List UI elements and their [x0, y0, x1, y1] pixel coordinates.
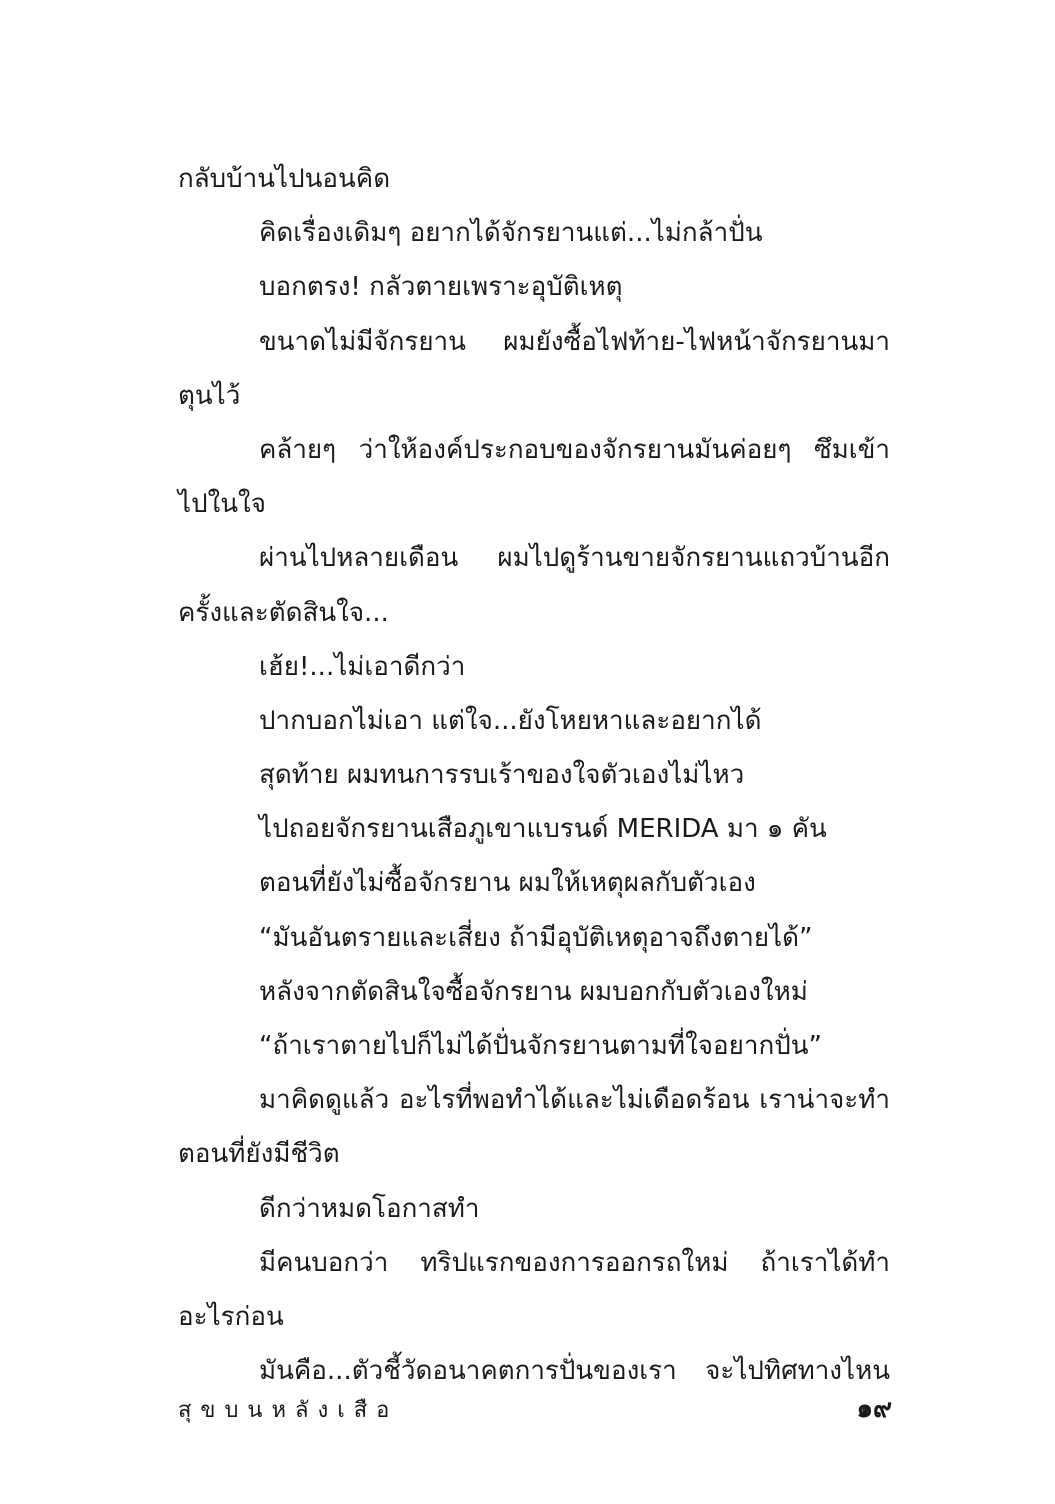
text-line: “มันอันตรายและเสี่ยง ถ้ามีอุบัติเหตุอาจถึงตายได้”: [259, 922, 813, 953]
text-line: ผ่านไปหลายเดือน ผมไปดูร้านขายจักรยานแถวบ้านอีก: [259, 543, 890, 574]
text-line: ตอนที่ยังไม่ซื้อจักรยาน ผมให้เหตุผลกับตัวเอง: [259, 868, 756, 899]
body-text: [178, 152, 890, 1398]
text-line: ตุนไว้: [178, 380, 241, 411]
text-line: ปากบอกไม่เอา แต่ใจ...ยังโหยหาและอยากได้: [259, 705, 762, 736]
text-line: มาคิดดูแล้ว อะไรที่พอทำได้และไม่เดือดร้อน เราน่าจะทำ: [259, 1085, 890, 1116]
text-line: “ถ้าเราตายไปก็ไม่ได้ปั่นจักรยานตามที่ใจอยากปั่น”: [259, 1031, 822, 1061]
text-line: คิดเรื่องเดิมๆ อยากได้จักรยานแต่...ไม่กล้าปั่น: [259, 218, 763, 249]
text-line: ไปในใจ: [178, 489, 266, 520]
text-line: เฮ้ย!...ไม่เอาดีกว่า: [259, 651, 466, 682]
text-line: บอกตรง! กลัวตายเพราะอุบัติเหตุ: [259, 272, 623, 303]
text-line: มันคือ...ตัวชี้วัดอนาคตการปั่นของเรา จะไปทิศทางไหน: [259, 1356, 890, 1387]
text-line: อะไรก่อน: [178, 1301, 284, 1332]
text-line: ครั้งและตัดสินใจ...: [178, 597, 389, 628]
text-line: ตอนที่ยังมีชีวิต: [178, 1139, 340, 1170]
text-line: ไปถอยจักรยานเสือภูเขาแบรนด์ MERIDA มา ๑ คัน: [259, 814, 827, 845]
text-line: ขนาดไม่มีจักรยาน ผมยังซื้อไฟท้าย-ไฟหน้าจักรยานมา: [259, 326, 890, 357]
text-line: มีคนบอกว่า ทริปแรกของการออกรถใหม่ ถ้าเราได้ทำ: [259, 1247, 890, 1278]
text-line: คล้ายๆ ว่าให้องค์ประกอบของจักรยานมันค่อยๆ ซึมเข้า: [259, 434, 890, 465]
running-footer-title: สุขบนหลังเสือ: [178, 1398, 399, 1423]
page-number: ๑๙: [856, 1394, 892, 1424]
text-line: หลังจากตัดสินใจซื้อจักรยาน ผมบอกกับตัวเองใหม่: [259, 976, 808, 1007]
text-line: ดีกว่าหมดโอกาสทำ: [259, 1193, 480, 1224]
text-line: กลับบ้านไปนอนคิด: [178, 164, 391, 194]
text-line: สุดท้าย ผมทนการรบเร้าของใจตัวเองไม่ไหว: [259, 760, 745, 791]
